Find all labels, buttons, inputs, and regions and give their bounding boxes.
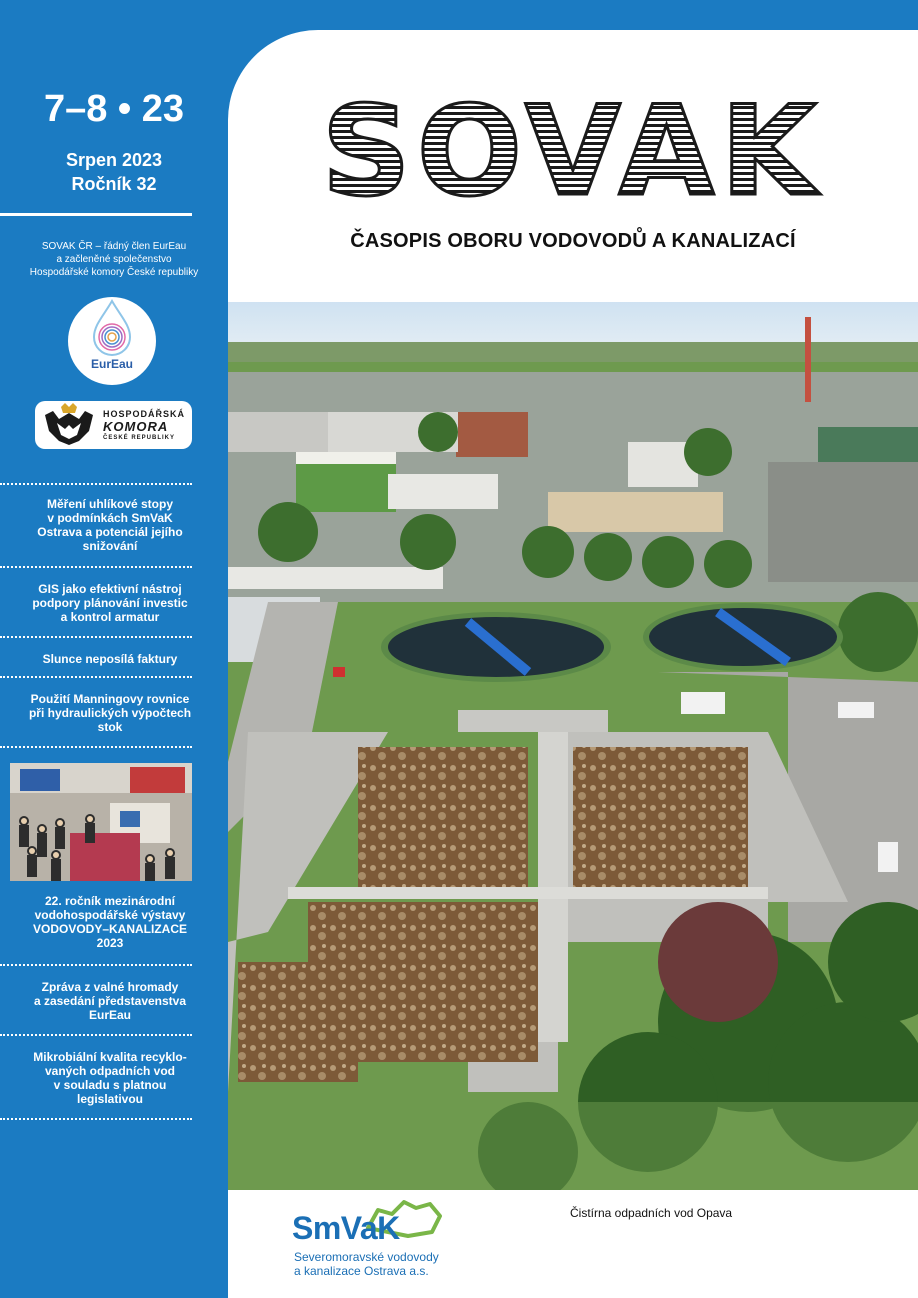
cover-photo bbox=[228, 302, 918, 1190]
toc-item[interactable] bbox=[10, 894, 210, 950]
komora-line2: KOMORA bbox=[103, 419, 169, 434]
member-note-line: a začleněné společenstvo bbox=[56, 254, 172, 265]
cover-main bbox=[228, 30, 918, 1298]
toc-divider bbox=[0, 676, 192, 678]
toc-divider bbox=[0, 566, 192, 568]
issue-date: Srpen 2023 bbox=[65, 150, 163, 170]
toc-item[interactable] bbox=[10, 582, 210, 624]
sidebar bbox=[0, 0, 228, 1298]
toc-line: VODOVODY–KANALIZACE bbox=[32, 922, 187, 936]
toc-line: snižování bbox=[82, 539, 138, 553]
smvak-line2: a kanalizace Ostrava a.s. bbox=[294, 1264, 429, 1278]
toc-line: při hydraulických výpočtech bbox=[28, 706, 192, 720]
toc-line: Slunce neposílá faktury bbox=[42, 652, 178, 666]
toc-line: 22. ročník mezinárodní bbox=[44, 894, 176, 908]
toc-line: v podmínkách SmVaK bbox=[47, 511, 173, 525]
toc-divider bbox=[0, 483, 192, 485]
toc-divider bbox=[0, 964, 192, 966]
toc-line: podpory plánování investic bbox=[32, 596, 188, 610]
eureau-logo bbox=[68, 297, 156, 385]
exhibition-photo bbox=[10, 763, 192, 881]
toc-line: Mikrobiální kvalita recyklo- bbox=[33, 1050, 187, 1064]
toc-divider bbox=[0, 1034, 192, 1036]
water-drop-icon bbox=[68, 297, 156, 357]
smvak-logo bbox=[292, 1200, 452, 1280]
toc-line: a kontrol armatur bbox=[60, 610, 160, 624]
member-note-line: SOVAK ČR – řádný člen EurEau bbox=[41, 241, 187, 252]
member-note bbox=[6, 240, 222, 279]
toc-line: stok bbox=[97, 720, 123, 734]
masthead-subtitle: ČASOPIS OBORU VODOVODŮ A KANALIZACÍ bbox=[350, 230, 796, 252]
toc-divider bbox=[0, 1118, 192, 1120]
toc-line: Použití Manningovy rovnice bbox=[30, 692, 190, 706]
toc-line: Měření uhlíkové stopy bbox=[46, 497, 174, 511]
eureau-label: EurEau bbox=[90, 357, 133, 371]
masthead-title-text: SOVAK bbox=[321, 88, 823, 206]
toc-item[interactable] bbox=[10, 692, 210, 734]
photo-caption: Čistírna odpadních vod Opava bbox=[570, 1206, 733, 1220]
toc-item[interactable] bbox=[10, 497, 210, 553]
toc-line: legislativou bbox=[76, 1092, 144, 1106]
toc-line: vodohospodářské výstavy bbox=[34, 908, 186, 922]
issue-volume: Ročník 32 bbox=[71, 174, 157, 194]
toc-divider bbox=[0, 746, 192, 748]
toc-line: Zpráva z valné hromady bbox=[41, 980, 179, 994]
toc-item[interactable] bbox=[10, 652, 210, 666]
komora-line3: ČESKÉ REPUBLIKY bbox=[103, 435, 176, 441]
smvak-line1: Severomoravské vodovody bbox=[294, 1250, 439, 1264]
smvak-name: SmVaK bbox=[292, 1210, 400, 1246]
toc-divider bbox=[0, 636, 192, 638]
issue-number: 7–8 • 23 bbox=[43, 88, 185, 130]
toc-item[interactable] bbox=[10, 1050, 210, 1106]
masthead-title bbox=[292, 88, 852, 206]
komora-logo bbox=[35, 401, 192, 449]
toc-line: v souladu s platnou bbox=[53, 1078, 167, 1092]
lion-crest-icon bbox=[39, 401, 99, 449]
toc-line: vaných odpadních vod bbox=[44, 1064, 176, 1078]
toc-line: GIS jako efektivní nástroj bbox=[38, 582, 182, 596]
komora-line1: HOSPODÁŘSKÁ bbox=[103, 409, 186, 419]
member-note-line: Hospodářské komory České republiky bbox=[29, 267, 199, 278]
sidebar-divider bbox=[0, 213, 192, 216]
toc-line: Ostrava a potenciál jejího bbox=[37, 525, 183, 539]
toc-line: EurEau bbox=[88, 1008, 131, 1022]
toc-item[interactable] bbox=[10, 980, 210, 1022]
toc-line: a zasedání představenstva bbox=[33, 994, 187, 1008]
toc-line: 2023 bbox=[96, 936, 124, 950]
